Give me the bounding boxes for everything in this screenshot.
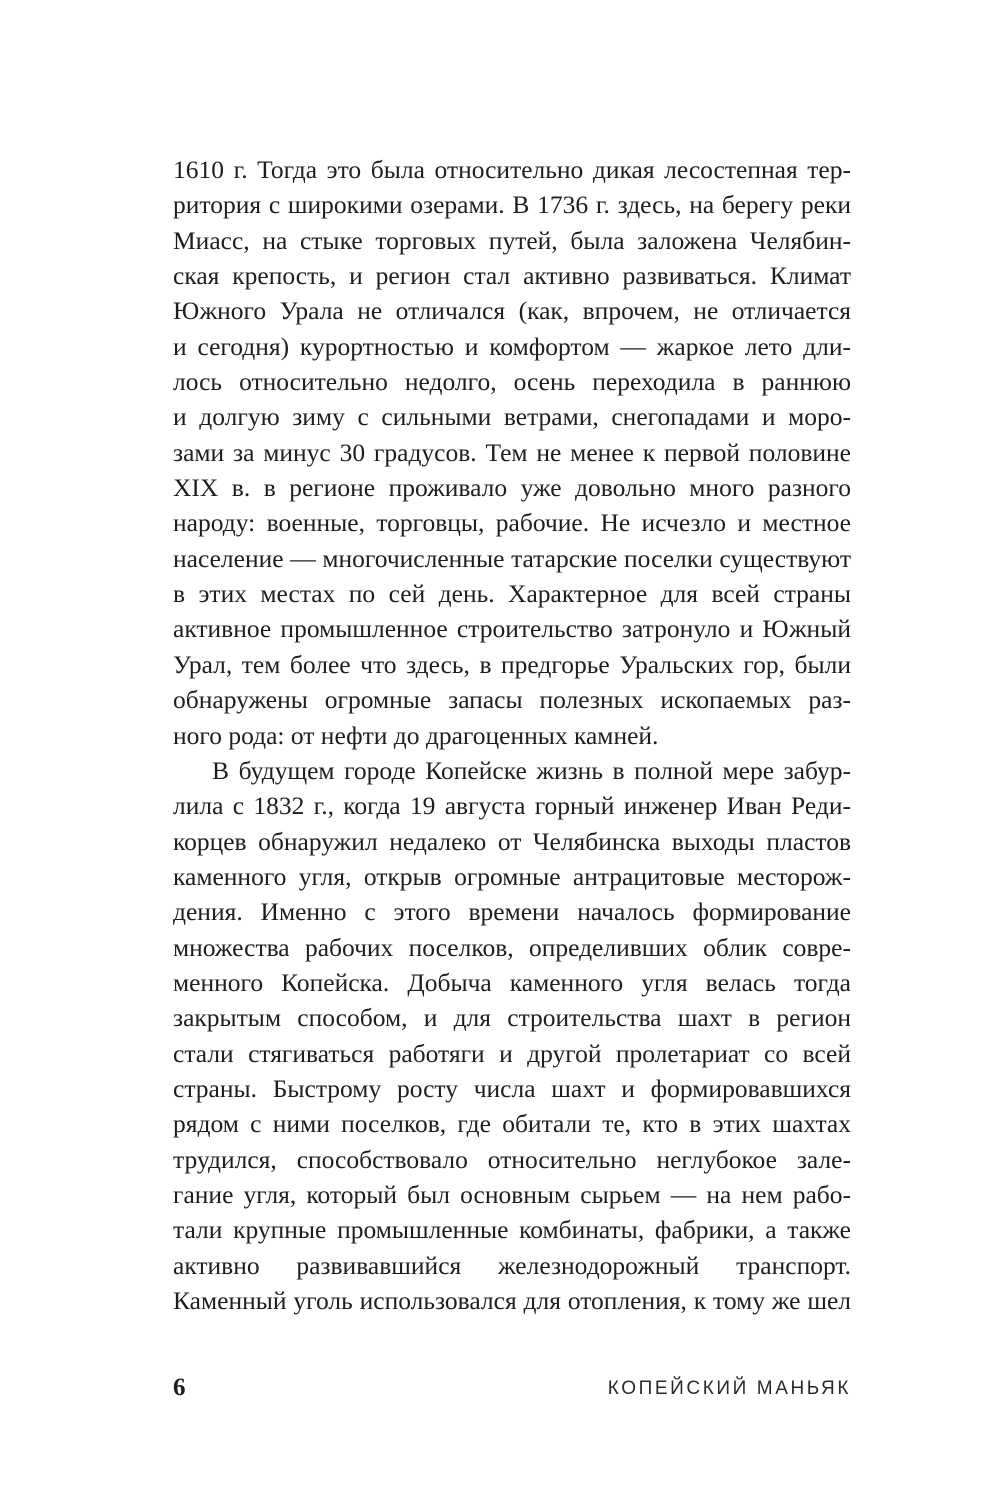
text-line: активное промышленное строительство затронуло и Южный: [173, 614, 851, 644]
paragraph: [173, 753, 851, 1319]
text-line: XIX в. в регионе проживало уже довольно много разного: [173, 473, 851, 503]
page-number: 6: [173, 1374, 186, 1401]
paragraph: [173, 152, 851, 753]
text-line: зами за минус 30 градусов. Тем не менее к первой половине: [173, 437, 851, 467]
text-line: в этих местах по сей день. Характерное для всей страны: [173, 579, 851, 609]
text-line: и долгую зиму с сильными ветрами, снегопадами и моро-: [173, 402, 851, 432]
text-line: стали стягиваться работяги и другой пролетариат со всей: [173, 1038, 851, 1068]
text-line: закрытым способом, и для строительства шахт в регион: [173, 1003, 851, 1033]
text-line: каменного угля, открыв огромные антрацитовые месторож-: [173, 861, 851, 891]
text-line: Каменный уголь использовался для отопления, к тому же шел: [173, 1286, 851, 1315]
body-text: [173, 152, 851, 1318]
text-line: ская крепость, и регион стал активно развиваться. Климат: [173, 261, 851, 291]
text-line: народу: военные, торговцы, рабочие. Не исчезло и местное: [173, 508, 851, 538]
text-line: рядом с ними поселков, где обитали те, кто в этих шахтах: [173, 1109, 851, 1139]
text-line: Южного Урала не отличался (как, впрочем, не отличается: [173, 296, 851, 326]
text-line: Урал, тем более что здесь, в предгорье Уральских гор, были: [173, 649, 851, 679]
text-line: дения. Именно с этого времени началось формирование: [173, 897, 851, 927]
text-line: трудился, способствовало относительно неглубокое зале-: [173, 1144, 851, 1174]
text-line: ритория с широкими озерами. В 1736 г. здесь, на берегу реки: [173, 190, 851, 220]
text-line: обнаружены огромные запасы полезных ископаемых раз-: [173, 685, 851, 715]
text-line: 1610 г. Тогда это была относительно дикая лесостепная тер-: [173, 155, 851, 184]
text-line: корцев обнаружил недалеко от Челябинска выходы пластов: [173, 826, 851, 856]
page-footer: [173, 1373, 851, 1403]
text-line: лила с 1832 г., когда 19 августа горный инженер Иван Реди-: [173, 791, 851, 821]
text-line: и сегодня) курортностью и комфортом — жаркое лето дли-: [173, 331, 851, 361]
text-line: Миасс, на стыке торговых путей, была заложена Челябин-: [173, 225, 851, 255]
text-line: страны. Быстрому росту числа шахт и формировавшихся: [173, 1073, 851, 1103]
text-line: гание угля, который был основным сырьем — на нем рабо-: [173, 1179, 851, 1209]
text-line: лось относительно недолго, осень переходила в раннюю: [173, 367, 851, 397]
text-line: менного Копейска. Добыча каменного угля велась тогда: [173, 967, 851, 997]
text-line: тали крупные промышленные комбинаты, фабрики, а также: [173, 1215, 851, 1245]
text-line: множества рабочих поселков, определивших облик совре-: [173, 932, 851, 962]
running-title: КОПЕЙСКИЙ МАНЬЯК: [607, 1378, 851, 1399]
text-line: В будущем городе Копейске жизнь в полной мере забур-: [212, 755, 851, 785]
text-line: население — многочисленные татарские поселки существуют: [173, 543, 851, 573]
text-line: ного рода: от нефти до драгоценных камней.: [173, 720, 659, 750]
text-line: активно развивавшийся железнодорожный транспорт.: [173, 1250, 851, 1280]
